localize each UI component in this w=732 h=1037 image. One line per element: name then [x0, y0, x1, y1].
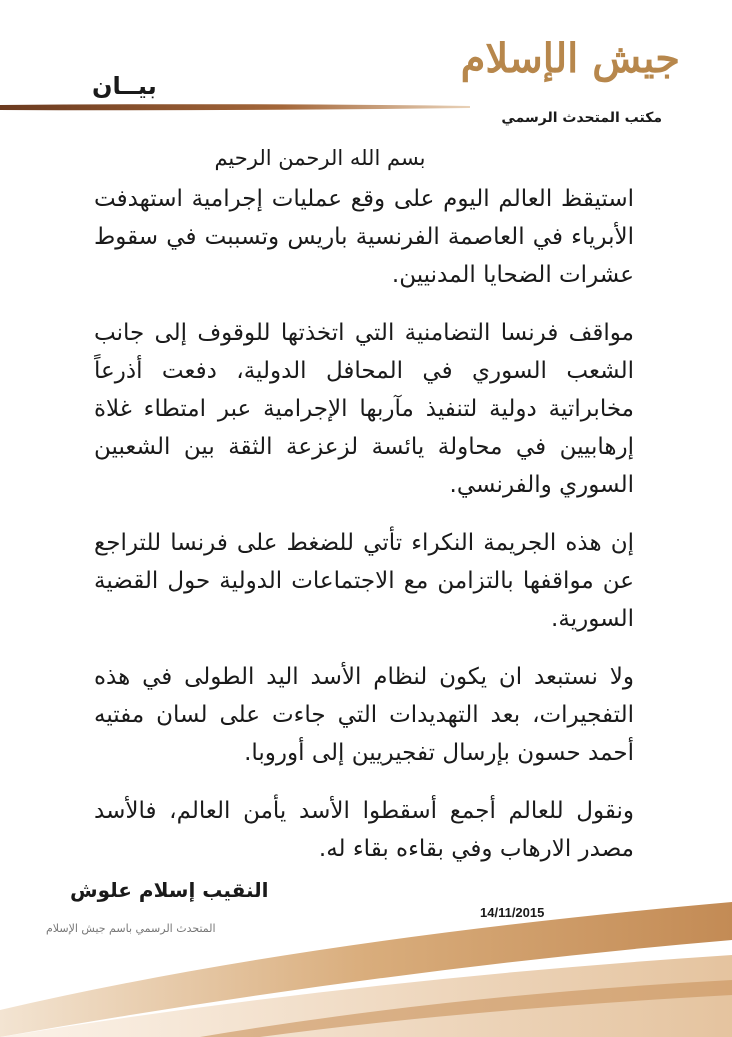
document-type-title: بيــان	[92, 72, 157, 100]
statement-date: 14/11/2015	[480, 905, 545, 920]
paragraph-2: مواقف فرنسا التضامنية التي اتخذتها للوقوف إلى جانب الشعب السوري في المحافل الدولية، دفعت أذرعاً مخابراتية دولية لتنفيذ مآربها الإجرامية عبر امتطاء غلاة إرهابيين في محاولة يائسة لزعزعة الثقة بين الشعبين السوري والفرنسي.	[94, 320, 634, 498]
paragraph-3: إن هذه الجريمة النكراء تأتي للضغط على فرنسا للتراجع عن مواقفها بالتزامن مع الاجتماعات الدولية حول القضية السورية.	[94, 530, 634, 632]
signer-name: النقيب إسلام علوش	[70, 878, 269, 902]
footer-swoosh	[0, 900, 732, 1037]
paragraph-1: استيقظ العالم اليوم على وقع عمليات إجرامية استهدفت الأبرياء في العاصمة الفرنسية باريس وتسببت في سقوط عشرات الضحايا المدنيين.	[94, 186, 634, 288]
office-label: مكتب المتحدث الرسمي	[501, 110, 662, 126]
signer-title: المتحدث الرسمي باسم جيش الإسلام	[46, 922, 216, 935]
basmala: بسم الله الرحمن الرحيم	[214, 146, 426, 170]
header-divider	[0, 103, 470, 111]
paragraph-4: ولا نستبعد ان يكون لنظام الأسد اليد الطولى في هذه التفجيرات، بعد التهديدات التي جاءت على لسان مفتيه أحمد حسون بإرسال تفجيريين إلى أوروبا.	[94, 664, 634, 766]
paragraph-5: ونقول للعالم أجمع أسقطوا الأسد يأمن العالم، فالأسد مصدر الارهاب وفي بقاءه بقاء له.	[94, 798, 634, 862]
organization-logo: جيش الإسلام	[460, 35, 680, 82]
statement-body	[94, 180, 634, 888]
